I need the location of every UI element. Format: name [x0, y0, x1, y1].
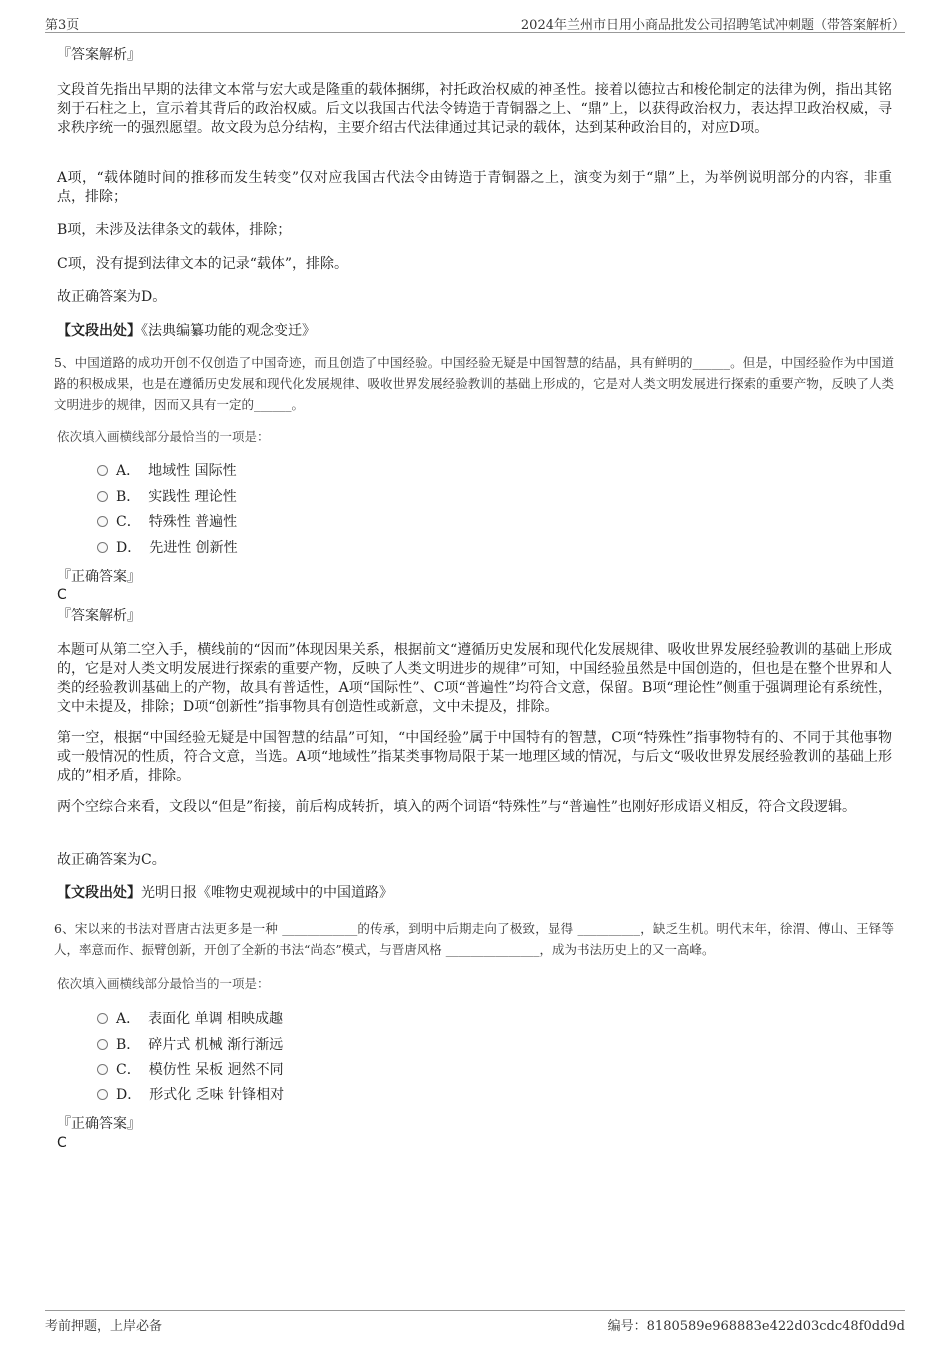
- analysis-label: 『答案解析』: [57, 608, 141, 624]
- question-5-text: 5、中国道路的成功开创不仅创造了中国奇迹，而且创造了中国经验。中国经验无疑是中国智慧的结晶，具有鲜明的______。但是，中国经验作为中国道路的积极成果，也是在遵循历史发展和现代化发展规律、吸收世界发展经验教训的基础上形成的，它是对人类文明发展进行探索的重要产物，反映了人类文明进步的规律，因而又具有一定的______。: [54, 355, 894, 412]
- answer-value: C: [57, 587, 67, 603]
- option-a[interactable]: A． 表面化 单调 相映成趣: [97, 1008, 283, 1030]
- option-b[interactable]: B． 实践性 理论性: [97, 486, 237, 508]
- source-citation: [57, 322, 892, 341]
- radio-icon[interactable]: [97, 465, 108, 476]
- conclusion-text: 故正确答案为D。: [57, 289, 167, 305]
- option-b[interactable]: B． 碎片式 机械 渐行渐远: [97, 1034, 283, 1056]
- radio-icon[interactable]: [97, 1064, 108, 1075]
- radio-icon[interactable]: [97, 1039, 108, 1050]
- footer-slogan: 考前押题，上岸必备: [45, 1319, 163, 1334]
- question-6-text: 6、宋以来的书法对晋唐古法更多是一种 ____________的传承，到明中后期走向了极致，显得 __________，缺乏生机。明代末年，徐渭、傅山、王铎等人，率意而作、振臂创新，开创了全新的书法“尚态”模式，与晋唐风格 _______________，成为书法历史上的又一高峰。: [54, 921, 894, 957]
- analysis-paragraph: 文段首先指出早期的法律文本常与宏大或是隆重的载体捆绑，衬托政治权威的神圣性。接着以德拉古和梭伦制定的法律为例，指出其铭刻于石柱之上，宣示着其背后的政治权威。后文以我国古代法令铸造于青铜器之上、“鼎”上，以获得政治权力，表达捍卫政治权威，寻求秩序统一的强烈愿望。故文段为总分结构，主要介绍古代法律通过其记录的载体，达到某种政治目的，对应D项。: [57, 82, 892, 136]
- analysis-label: 『答案解析』: [57, 47, 141, 63]
- option-c[interactable]: C． 模仿性 呆板 迥然不同: [97, 1059, 284, 1081]
- page-footer: [45, 1310, 905, 1337]
- source-label: 【文段出处】: [57, 885, 141, 901]
- document-title: 2024年兰州市日用小商品批发公司招聘笔试冲刺题（带答案解析）: [520, 18, 905, 33]
- analysis-paragraph: 两个空综合来看，文段以“但是”衔接，前后构成转折，填入的两个词语“特殊性”与“普遍性”也刚好形成语义相反，符合文段逻辑。: [57, 799, 856, 815]
- analysis-paragraph: C项，没有提到法律文本的记录“载体”，排除。: [57, 256, 349, 272]
- conclusion-text: 故正确答案为C。: [57, 852, 166, 868]
- source-text: 光明日报《唯物史观视域中的中国道路》: [141, 885, 393, 901]
- radio-icon[interactable]: [97, 542, 108, 553]
- radio-icon[interactable]: [97, 1013, 108, 1024]
- answer-value: C: [57, 1135, 67, 1151]
- radio-icon[interactable]: [97, 516, 108, 527]
- option-c[interactable]: C． 特殊性 普遍性: [97, 511, 237, 533]
- analysis-paragraph: B项，未涉及法律条文的载体，排除；: [57, 222, 292, 238]
- option-d[interactable]: D． 形式化 乏味 针锋相对: [97, 1084, 284, 1106]
- analysis-paragraph: 第一空，根据“中国经验无疑是中国智慧的结晶”可知，“中国经验”属于中国特有的智慧，C项“特殊性”指事物特有的、不同于其他事物或一般情况的性质，符合文意，当选。A项“地域性”指某类事物局限于某一地理区域的情况，与后文“吸收世界发展经验教训的基础上形成的”相矛盾，排除。: [57, 730, 892, 784]
- question-6-instruction: 依次填入画横线部分最恰当的一项是：: [57, 976, 270, 991]
- radio-icon[interactable]: [97, 1089, 108, 1100]
- option-a[interactable]: A． 地域性 国际性: [97, 460, 237, 482]
- radio-icon[interactable]: [97, 491, 108, 502]
- answer-label: 『正确答案』: [57, 569, 141, 585]
- source-citation: [57, 884, 892, 903]
- page-number: 第3页: [45, 18, 80, 33]
- answer-label: 『正确答案』: [57, 1116, 141, 1132]
- document-id: 编号：8180589e968883e422d03cdc48f0dd9d: [607, 1319, 905, 1334]
- option-d[interactable]: D． 先进性 创新性: [97, 537, 238, 559]
- analysis-paragraph: A项，“载体随时间的推移而发生转变”仅对应我国古代法令由铸造于青铜器之上，演变为刻于“鼎”上，为举例说明部分的内容，非重点，排除；: [57, 170, 892, 205]
- question-5-instruction: 依次填入画横线部分最恰当的一项是：: [57, 429, 270, 444]
- page-header: [45, 12, 905, 33]
- analysis-paragraph: 本题可从第二空入手，横线前的“因而”体现因果关系，根据前文“遵循历史发展和现代化发展规律、吸收世界发展经验教训的基础上形成的，它是对人类文明发展进行探索的重要产物，反映了人类文明进步的规律”可知，中国经验虽然是中国创造的，但也是在整个世界和人类的经验教训基础上的产物，故具有普适性，A项“国际性”、C项“普遍性”均符合文意，保留。B项“理论性”侧重于强调理论有系统性，文中未提及，排除；D项“创新性”指事物具有创造性或新意，文中未提及，排除。: [57, 642, 892, 715]
- source-label: 【文段出处】: [57, 323, 141, 339]
- source-text: 《法典编纂功能的观念变迁》: [141, 323, 316, 339]
